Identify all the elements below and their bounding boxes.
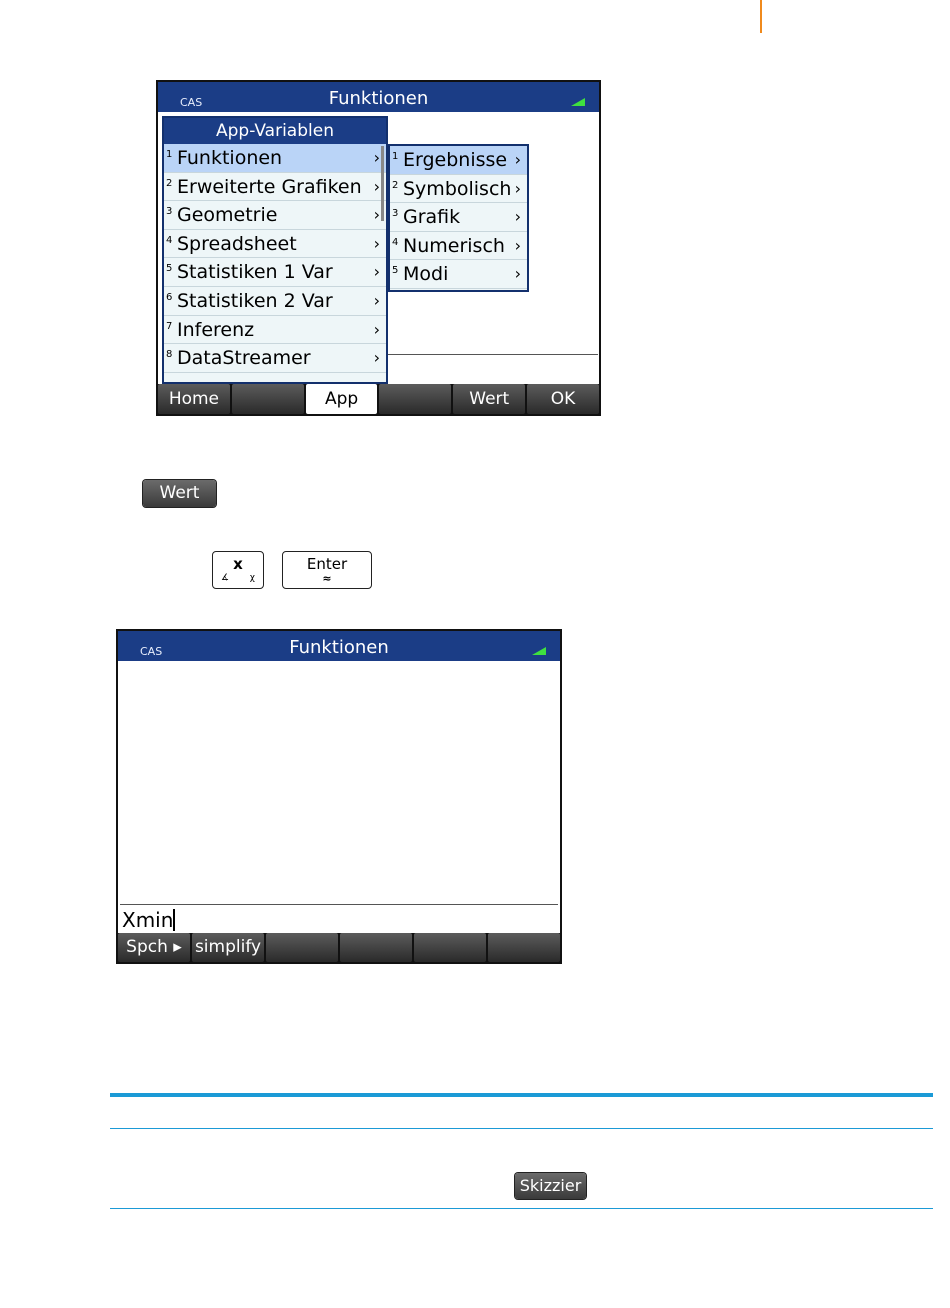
softkey[interactable] — [340, 933, 412, 962]
menu-item[interactable] — [390, 175, 527, 204]
menu-header: App-Variablen — [164, 118, 386, 144]
softkey[interactable]: simplify — [192, 933, 264, 962]
enter-key[interactable] — [282, 551, 372, 589]
menu-item[interactable] — [164, 201, 386, 230]
screen-title: Funktionen — [328, 88, 429, 109]
item-label: Erweiterte Grafiken — [177, 175, 362, 198]
app-submenu — [388, 144, 529, 292]
item-number: 1 — [392, 151, 399, 162]
softkey[interactable]: Spch ▸ — [118, 933, 190, 962]
app-variables-menu — [162, 116, 388, 384]
chevron-right-icon: › — [373, 233, 380, 253]
item-number: 3 — [166, 206, 173, 218]
item-number: 4 — [392, 236, 399, 248]
item-label: Inferenz — [177, 318, 255, 341]
item-label: Statistiken 2 Var — [177, 289, 333, 312]
chevron-right-icon: › — [373, 348, 380, 368]
softkey-bar — [118, 933, 560, 962]
item-number: 4 — [166, 234, 173, 246]
x-key-sub — [213, 573, 263, 583]
orange-margin-rule — [760, 0, 762, 33]
item-number: 8 — [166, 349, 173, 361]
chi-label: χ — [249, 573, 255, 583]
item-label: Spreadsheet — [177, 232, 297, 255]
item-label: Funktionen — [177, 147, 283, 169]
menu-item[interactable] — [390, 232, 527, 261]
entry-line[interactable] — [122, 908, 175, 932]
entry-divider — [120, 904, 558, 905]
softkey[interactable]: Home — [158, 384, 230, 414]
battery-icon — [571, 98, 585, 106]
menu-item[interactable] — [390, 146, 527, 175]
chevron-right-icon: › — [373, 290, 380, 310]
menu-scrollbar[interactable] — [381, 146, 384, 221]
item-label: DataStreamer — [177, 347, 311, 370]
chevron-right-icon: › — [373, 176, 380, 196]
item-number: 5 — [166, 263, 173, 275]
cas-mode-indicator: CAS — [180, 96, 203, 109]
softkey-bar — [158, 384, 599, 414]
table-top-rule — [110, 1093, 933, 1097]
divider-line — [388, 354, 598, 355]
screen-title: Funktionen — [289, 637, 389, 658]
menu-item[interactable] — [390, 203, 527, 232]
softkey[interactable]: OK — [527, 384, 599, 414]
item-label: Numerisch — [403, 234, 505, 257]
chevron-right-icon: › — [514, 150, 521, 169]
chevron-right-icon: › — [514, 207, 521, 227]
softkey[interactable] — [379, 384, 451, 414]
item-number: 2 — [392, 179, 399, 191]
menu-item[interactable] — [164, 344, 386, 373]
enter-key-main: Enter — [306, 555, 348, 573]
item-number: 5 — [392, 265, 399, 277]
x-key-main: x — [233, 555, 243, 573]
item-label: Symbolisch — [403, 177, 512, 200]
angle-icon: ∡ — [221, 573, 230, 583]
chevron-right-icon: › — [514, 178, 521, 198]
chevron-right-icon: › — [373, 148, 380, 167]
entry-text: Xmin — [122, 908, 174, 932]
item-label: Geometrie — [177, 204, 278, 227]
chevron-right-icon: › — [373, 319, 380, 339]
softkey[interactable] — [232, 384, 304, 414]
softkey[interactable] — [488, 933, 560, 962]
text-cursor — [173, 909, 175, 931]
wert-button[interactable]: Wert — [143, 480, 216, 507]
x-key[interactable] — [212, 551, 264, 589]
menu-item[interactable] — [164, 316, 386, 345]
item-number: 7 — [166, 320, 173, 332]
softkey[interactable]: Wert — [453, 384, 525, 414]
table-bottom-rule — [110, 1208, 933, 1209]
chevron-right-icon: › — [373, 205, 380, 225]
calculator-screen-app-variables — [156, 80, 601, 416]
table-header-rule — [110, 1128, 933, 1129]
item-number: 2 — [166, 177, 173, 189]
item-label: Ergebnisse — [403, 149, 508, 171]
cas-mode-indicator: CAS — [140, 645, 163, 658]
item-number: 6 — [166, 291, 173, 303]
menu-item[interactable] — [164, 230, 386, 259]
calculator-screen-cas — [116, 629, 562, 964]
menu-item[interactable] — [164, 173, 386, 202]
menu-item[interactable] — [164, 144, 386, 173]
menu-item[interactable] — [390, 260, 527, 289]
item-number: 1 — [166, 149, 173, 160]
softkey[interactable] — [414, 933, 486, 962]
softkey[interactable]: App — [306, 384, 378, 414]
title-bar — [158, 82, 599, 112]
chevron-right-icon: › — [514, 235, 521, 255]
title-bar — [118, 631, 560, 661]
menu-item[interactable] — [164, 287, 386, 316]
softkey[interactable] — [266, 933, 338, 962]
chevron-right-icon: › — [514, 264, 521, 284]
item-label: Modi — [403, 263, 449, 286]
approx-icon: ≈ — [322, 572, 332, 585]
skizzier-button[interactable]: Skizzier — [515, 1173, 586, 1199]
item-label: Statistiken 1 Var — [177, 261, 333, 284]
battery-icon — [532, 647, 546, 655]
item-label: Grafik — [403, 206, 461, 229]
item-number: 3 — [392, 208, 399, 220]
menu-item[interactable] — [164, 258, 386, 287]
chevron-right-icon: › — [373, 262, 380, 282]
